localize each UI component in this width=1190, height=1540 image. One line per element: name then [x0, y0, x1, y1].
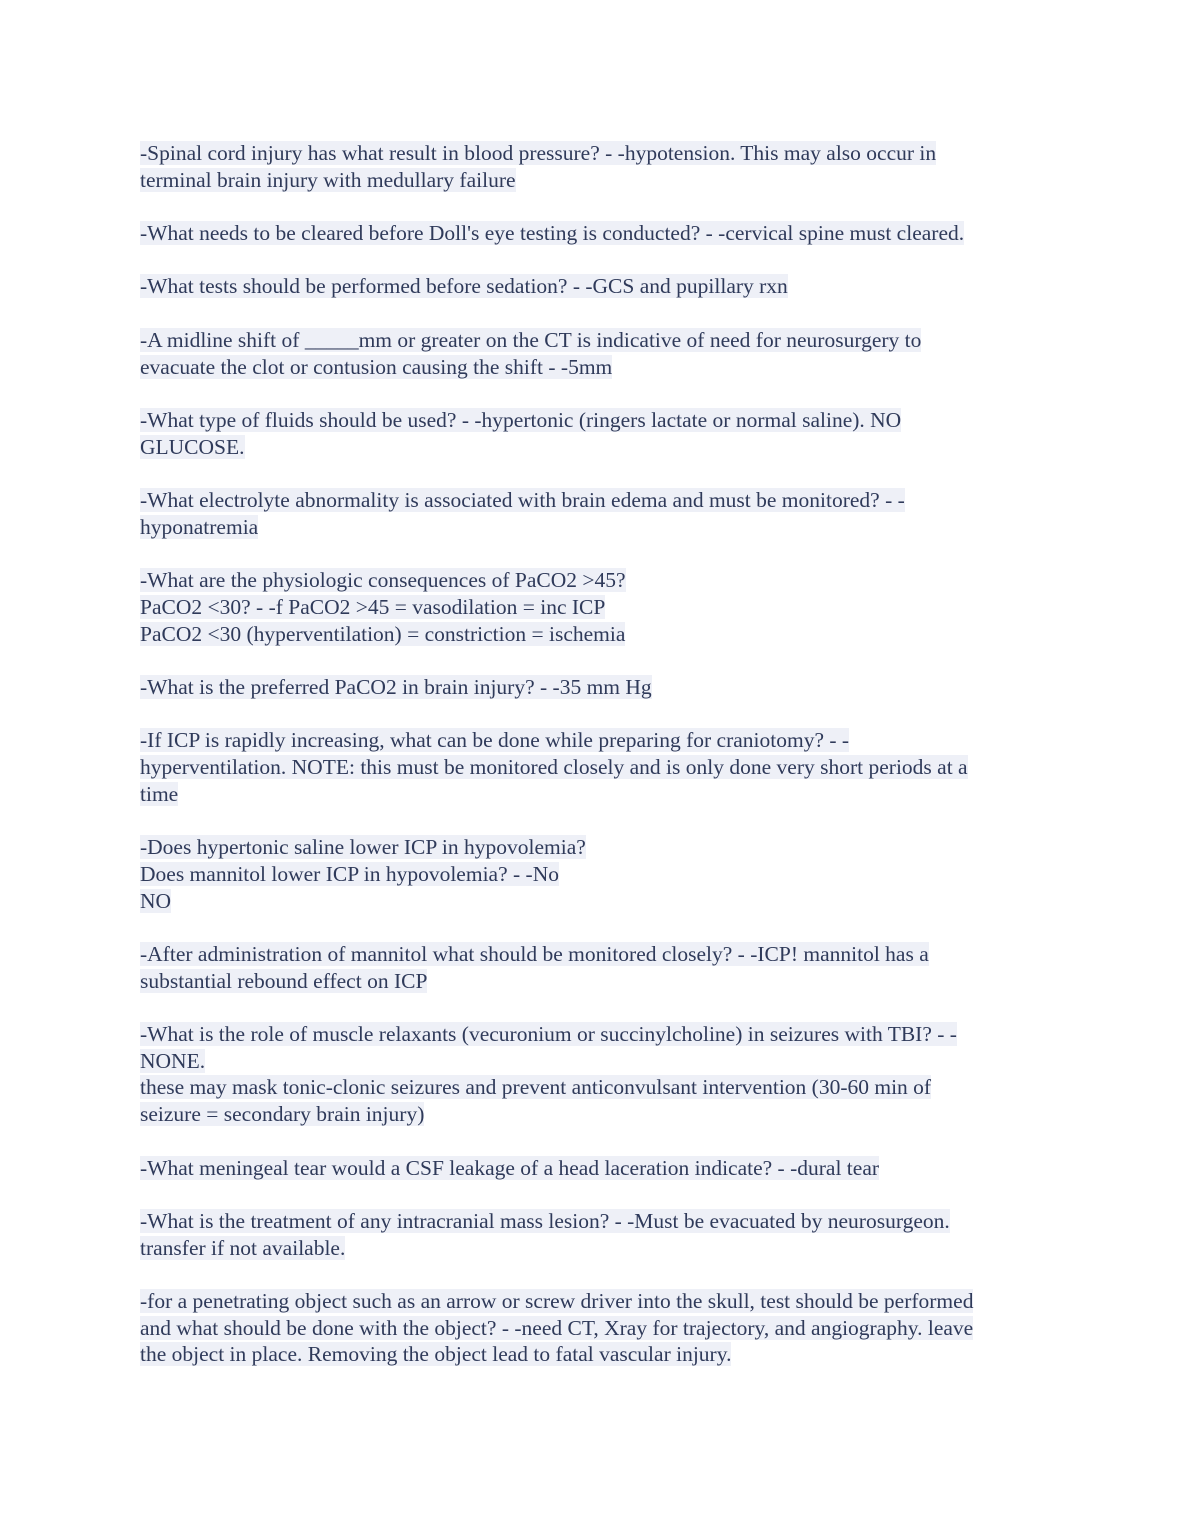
qa-entry [140, 941, 1060, 994]
qa-line: -What are the physiologic consequences of PaCO2 >45? [140, 568, 626, 593]
qa-line: -Spinal cord injury has what result in blood pressure? - -hypotension. This may also occur in [140, 141, 937, 165]
qa-entry [140, 140, 1060, 193]
qa-line: transfer if not available. [140, 1235, 346, 1260]
qa-entry [140, 1208, 1060, 1261]
qa-line: -After administration of mannitol what should be monitored closely? - -ICP! mannitol has a [140, 941, 929, 966]
qa-line: -for a penetrating object such as an arrow or screw driver into the skull, test should be performed [140, 1289, 974, 1314]
qa-entry [140, 1288, 1060, 1368]
qa-line: hyponatremia [140, 514, 259, 539]
qa-line: -What meningeal tear would a CSF leakage of a head laceration indicate? - -dural tear [140, 1155, 880, 1180]
qa-line: -What type of fluids should be used? - -hypertonic (ringers lactate or normal saline). NO [140, 407, 902, 432]
qa-line: PaCO2 <30 (hyperventilation) = constriction = ischemia [140, 621, 626, 646]
qa-line: -Does hypertonic saline lower ICP in hypovolemia? [140, 835, 586, 860]
qa-entry [140, 273, 1060, 300]
qa-line: -What tests should be performed before sedation? - -GCS and pupillary rxn [140, 274, 788, 299]
qa-line: substantial rebound effect on ICP [140, 968, 428, 993]
qa-entry [140, 567, 1060, 647]
qa-line: NONE. [140, 1048, 206, 1073]
qa-line: -What is the role of muscle relaxants (vecuronium or succinylcholine) in seizures with TBI? - - [140, 1022, 957, 1047]
qa-entry [140, 834, 1060, 914]
qa-entry [140, 727, 1060, 807]
qa-line: -What is the treatment of any intracranial mass lesion? - -Must be evacuated by neurosurgeon. [140, 1208, 950, 1233]
qa-line: -What electrolyte abnormality is associated with brain edema and must be monitored? - - [140, 488, 905, 513]
qa-line: these may mask tonic-clonic seizures and prevent anticonvulsant intervention (30-60 min of [140, 1075, 932, 1100]
qa-line: PaCO2 <30? - -f PaCO2 >45 = vasodilation = inc ICP [140, 594, 606, 619]
qa-line: evacuate the clot or contusion causing the shift - -5mm [140, 354, 613, 379]
qa-line: the object in place. Removing the object lead to fatal vascular injury. [140, 1342, 732, 1367]
qa-entry [140, 1021, 1060, 1128]
qa-line: Does mannitol lower ICP in hypovolemia? - -No [140, 861, 559, 886]
qa-line: terminal brain injury with medullary failure [140, 167, 516, 192]
qa-entry [140, 220, 1060, 247]
qa-line: -A midline shift of _____mm or greater on the CT is indicative of need for neurosurgery to [140, 327, 922, 352]
qa-line: time [140, 781, 179, 806]
qa-line: -If ICP is rapidly increasing, what can be done while preparing for craniotomy? - - [140, 728, 850, 753]
qa-line: GLUCOSE. [140, 434, 245, 459]
qa-line: and what should be done with the object? - -need CT, Xray for trajectory, and angiography. leave [140, 1315, 974, 1340]
qa-line: -What needs to be cleared before Doll's eye testing is conducted? - -cervical spine must cleared. [140, 221, 965, 246]
qa-line: seizure = secondary brain injury) [140, 1102, 425, 1127]
qa-entry [140, 674, 1060, 701]
qa-line: hyperventilation. NOTE: this must be monitored closely and is only done very short periods at a [140, 755, 968, 780]
qa-line: -What is the preferred PaCO2 in brain injury? - -35 mm Hg [140, 674, 652, 699]
qa-entry [140, 407, 1060, 460]
qa-entry [140, 327, 1060, 380]
qa-entry [140, 487, 1060, 540]
qa-entry [140, 1155, 1060, 1182]
document-page [140, 140, 1060, 1395]
qa-line: NO [140, 888, 172, 913]
